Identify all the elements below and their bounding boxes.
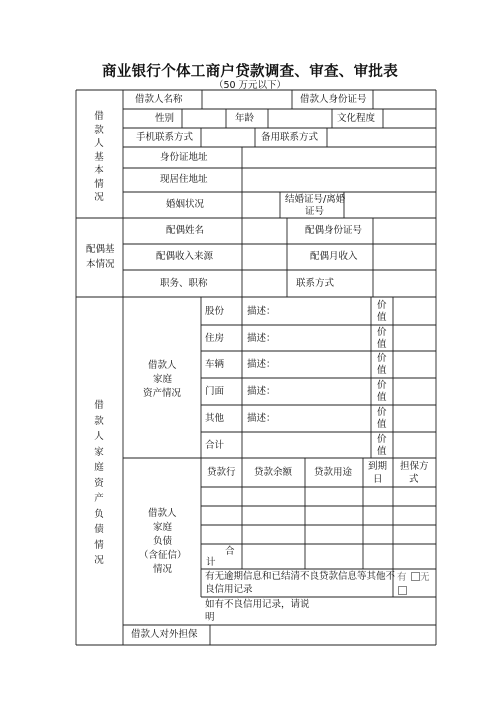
asset-value-label-6b: 值 [377, 446, 387, 457]
label-id-address: 身份证地址 [160, 152, 208, 163]
label-alt-contact: 备用联系方式 [261, 132, 319, 143]
label-education: 文化程度 [337, 113, 376, 124]
overdue-question-line1: 有无逾期信息和已结清不良贷款信息等其他不 [205, 571, 396, 582]
liabilities-total-line1: 合 [225, 546, 235, 557]
asset-value-label-2b: 值 [377, 339, 387, 350]
label-spouse-id: 配偶身份证号 [305, 225, 363, 236]
asset-desc-vehicle: 描述： [247, 359, 276, 370]
asset-value-label-1a: 价 [377, 300, 387, 311]
asset-desc-other: 描述： [247, 413, 276, 424]
overdue-yes-label: 有 [397, 572, 407, 583]
overdue-no-checkbox[interactable] [398, 586, 407, 595]
header-guarantee-line2: 式 [409, 474, 419, 485]
asset-desc-housing: 描述： [247, 333, 276, 344]
label-spouse-name: 配偶姓名 [166, 225, 205, 236]
bad-credit-note-line2: 明 [205, 612, 215, 623]
asset-value-label-3a: 价 [377, 353, 387, 364]
label-spouse-contact: 联系方式 [296, 278, 335, 289]
label-mobile: 手机联系方式 [136, 132, 194, 143]
label-current-address: 现居住地址 [160, 174, 208, 185]
asset-value-label-5a: 价 [377, 407, 387, 418]
asset-type-vehicle: 车辆 [205, 359, 225, 370]
overdue-question-line2: 良信用记录 [205, 584, 253, 595]
section-label-family: 借款人家庭资产负债情况 [94, 400, 104, 566]
asset-type-shares: 股份 [205, 306, 225, 317]
asset-value-label-4a: 价 [377, 380, 387, 391]
label-external-guarantee: 借款人对外担保 [131, 629, 198, 640]
header-guarantee-line1: 担保方 [400, 461, 429, 472]
label-spouse-job: 职务、职称 [160, 278, 208, 289]
asset-type-other: 其他 [205, 413, 225, 424]
asset-value-label-3b: 值 [377, 365, 387, 376]
label-borrower-id: 借款人身份证号 [300, 94, 367, 105]
label-marriage-cert-line1: 结婚证号/离婚 [285, 194, 346, 205]
overdue-no-label: 无 [420, 572, 430, 583]
liabilities-label-line1: 借款人 [148, 508, 177, 519]
assets-label-line1: 借款人 [148, 360, 177, 371]
header-maturity-line2: 日 [373, 474, 383, 485]
section-label-spouse-line2: 本情况 [86, 259, 115, 270]
liabilities-total-line2: 计 [206, 557, 216, 568]
header-loan-balance: 贷款余额 [254, 467, 293, 478]
asset-type-total: 合计 [205, 440, 225, 451]
label-age: 年龄 [235, 113, 255, 124]
form-title: 商业银行个体工商户贷款调查、审查、审批表 [102, 64, 398, 80]
bad-credit-note-line1: 如有不良信用记录，请说 [205, 599, 310, 610]
asset-value-label-2a: 价 [377, 327, 387, 338]
overdue-yes-checkbox[interactable] [411, 572, 420, 581]
asset-type-housing: 住房 [205, 333, 225, 344]
section-label-spouse-line1: 配偶基 [86, 244, 115, 255]
assets-label-line2: 家庭 [153, 374, 173, 385]
header-maturity-line1: 到期 [368, 461, 388, 472]
asset-value-label-4b: 值 [377, 392, 387, 403]
asset-desc-storefront: 描述： [247, 386, 276, 397]
liabilities-label-line3: 负债 [153, 536, 173, 547]
asset-value-label-5b: 值 [377, 419, 387, 430]
label-spouse-monthly-income: 配偶月收入 [310, 251, 358, 262]
label-spouse-income-source: 配偶收入来源 [156, 251, 214, 262]
asset-type-storefront: 门面 [205, 386, 225, 397]
label-gender: 性别 [155, 113, 175, 124]
liabilities-label-line4: （含征信） [139, 550, 187, 561]
label-marital-status: 婚姻状况 [166, 199, 205, 210]
form-subtitle: （50 万元以下） [213, 80, 287, 91]
asset-value-label-1b: 值 [377, 312, 387, 323]
asset-desc-shares: 描述： [247, 306, 276, 317]
section-label-borrower-basic: 借款人基本情况 [94, 111, 104, 203]
assets-label-line3: 资产情况 [143, 388, 182, 399]
liabilities-label-line2: 家庭 [153, 522, 173, 533]
header-loan-bank: 贷款行 [207, 467, 236, 478]
label-marriage-cert-line2: 证号 [305, 206, 325, 217]
liabilities-label-line5: 情况 [153, 564, 173, 575]
overdue-yes-option[interactable] [397, 572, 420, 584]
asset-value-label-6a: 价 [377, 434, 387, 445]
label-borrower-name: 借款人名称 [135, 94, 183, 105]
header-loan-purpose: 贷款用途 [314, 467, 353, 478]
overdue-no-option[interactable] [420, 572, 430, 584]
